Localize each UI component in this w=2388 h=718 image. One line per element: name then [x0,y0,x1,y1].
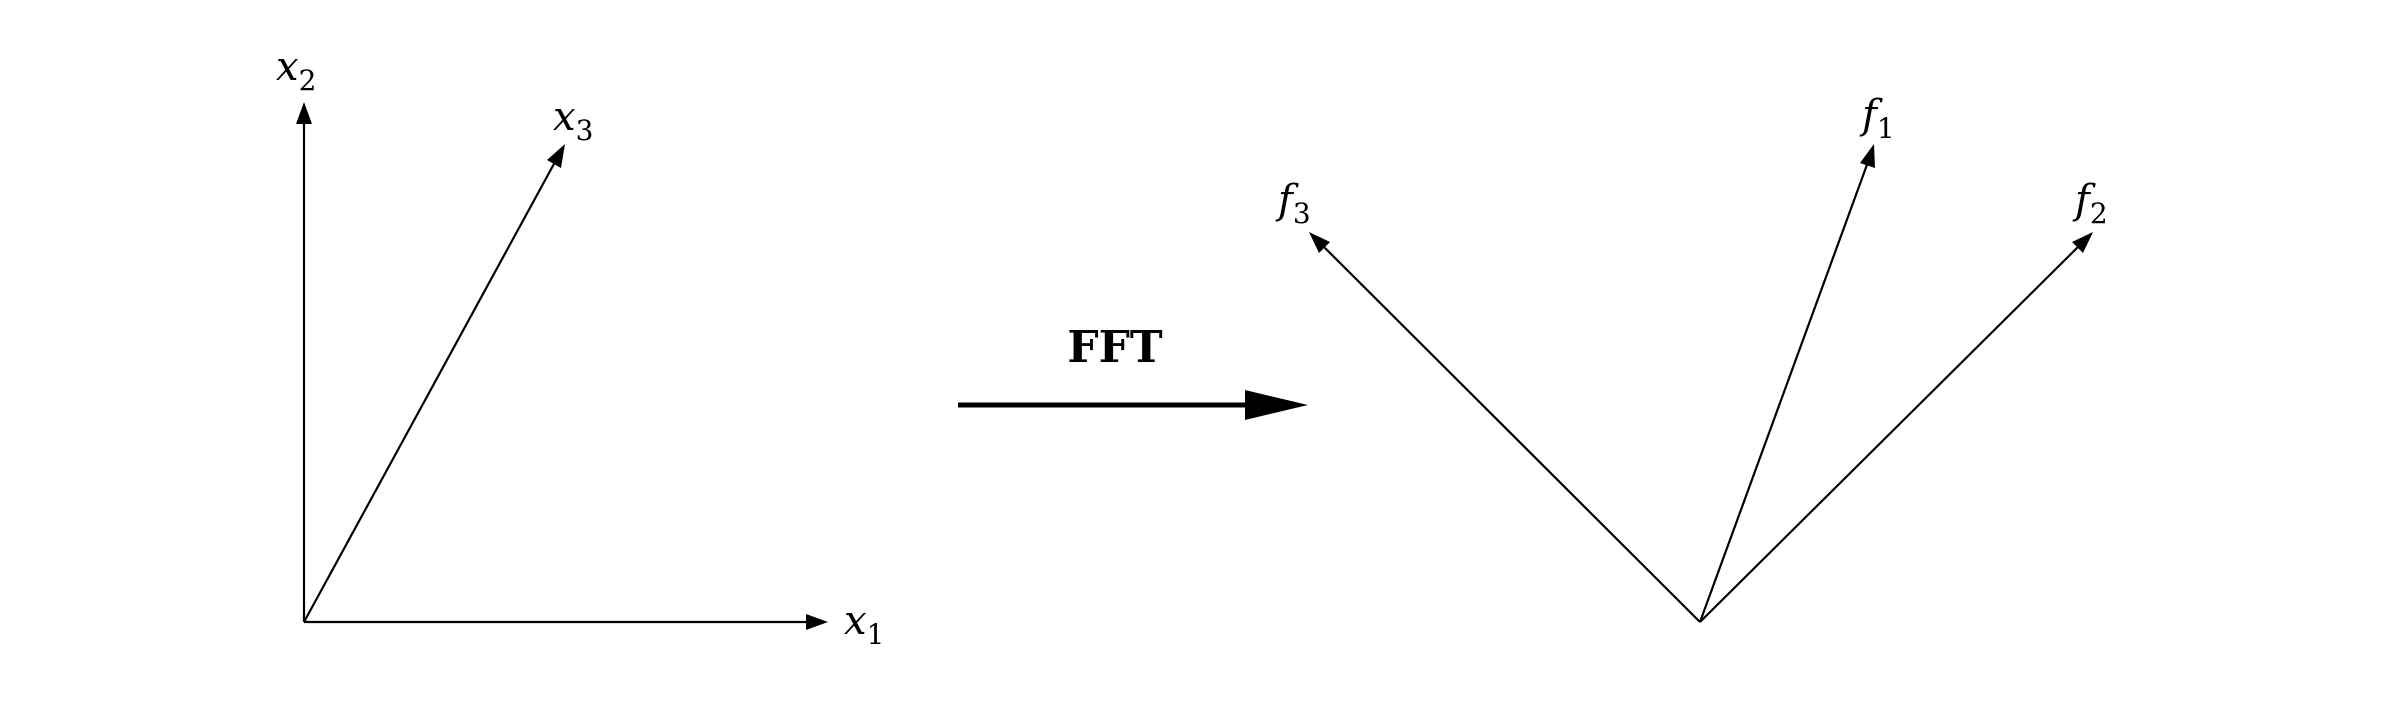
fft-label: FFT [1067,322,1163,373]
x2-label: $x_2$ [276,44,317,97]
f1-label: $f_1$ [1862,92,1895,145]
x3-vector-line [304,162,555,622]
fft-transform [958,322,1308,420]
f2-vector-line [1700,245,2080,622]
f1-vector-line [1700,162,1868,622]
x3-label: $x_3$ [553,94,594,147]
f2-label: $f_2$ [2075,177,2108,230]
output-vectors [1275,92,2108,622]
f1-arrowhead [1860,144,1875,168]
input-axes [276,44,884,651]
f3-vector-line [1322,245,1700,622]
fft-arrowhead [1245,390,1308,420]
x2-arrowhead [296,102,312,124]
f3-label: $f_3$ [1278,177,1311,230]
x1-label: $x_1$ [844,598,885,651]
x1-arrowhead [806,614,828,630]
x3-arrowhead [547,144,565,168]
